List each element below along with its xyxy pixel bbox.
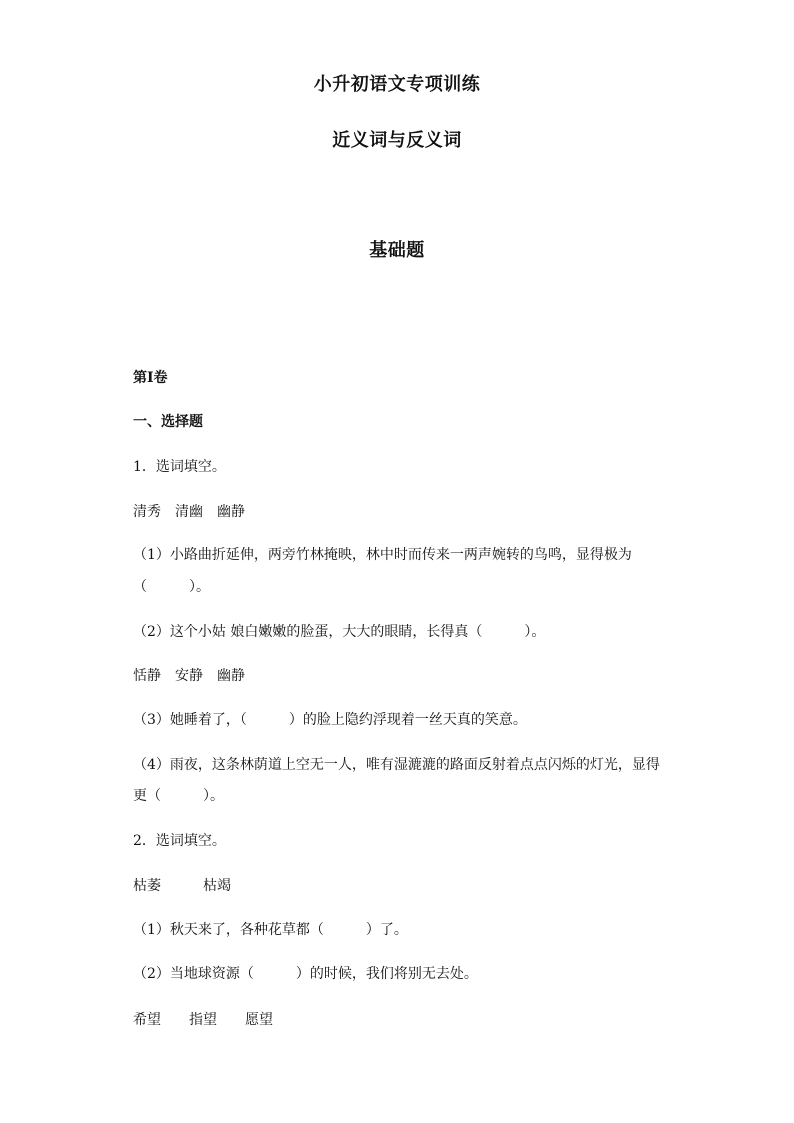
part-heading: 一、选择题 <box>133 414 203 430</box>
question-1-item-1-line-2: （ ）。 <box>133 579 210 595</box>
question-1-item-4-line-2: 更（ ）。 <box>133 788 224 804</box>
question-1-options-a: 清秀 清幽 幽静 <box>133 504 245 520</box>
question-1-options-b: 恬静 安静 幽静 <box>133 668 245 684</box>
question-1-item-2: （2）这个小姑 娘白嫩嫩的脸蛋，大大的眼睛，长得真（ ）。 <box>133 624 546 640</box>
question-1-item-4-line-1: （4）雨夜，这条林荫道上空无一人，唯有湿漉漉的路面反射着点点闪烁的灯光，显得 <box>133 757 660 773</box>
document-title: 小升初语文专项训练 <box>313 74 481 95</box>
question-2-item-2: （2）当地球资源（ ）的时候，我们将别无去处。 <box>133 966 478 982</box>
document-subtitle: 近义词与反义词 <box>332 130 462 151</box>
question-1-item-3: （3）她睡着了，（ ）的脸上隐约浮现着一丝天真的笑意。 <box>133 712 527 728</box>
section-title: 基础题 <box>369 240 425 261</box>
question-2-options-a: 枯萎 枯竭 <box>133 878 231 894</box>
question-2-stem: 2．选词填空。 <box>133 833 226 849</box>
question-1-stem: 1．选词填空。 <box>133 459 226 475</box>
question-2-options-b: 希望 指望 愿望 <box>133 1012 273 1028</box>
question-1-item-1-line-1: （1）小路曲折延伸，两旁竹林掩映，林中时而传来一两声婉转的鸟鸣，显得极为 <box>133 547 632 563</box>
volume-label: 第Ⅰ卷 <box>133 370 168 386</box>
question-2-item-1: （1）秋天来了，各种花草都（ ）了。 <box>133 922 408 938</box>
